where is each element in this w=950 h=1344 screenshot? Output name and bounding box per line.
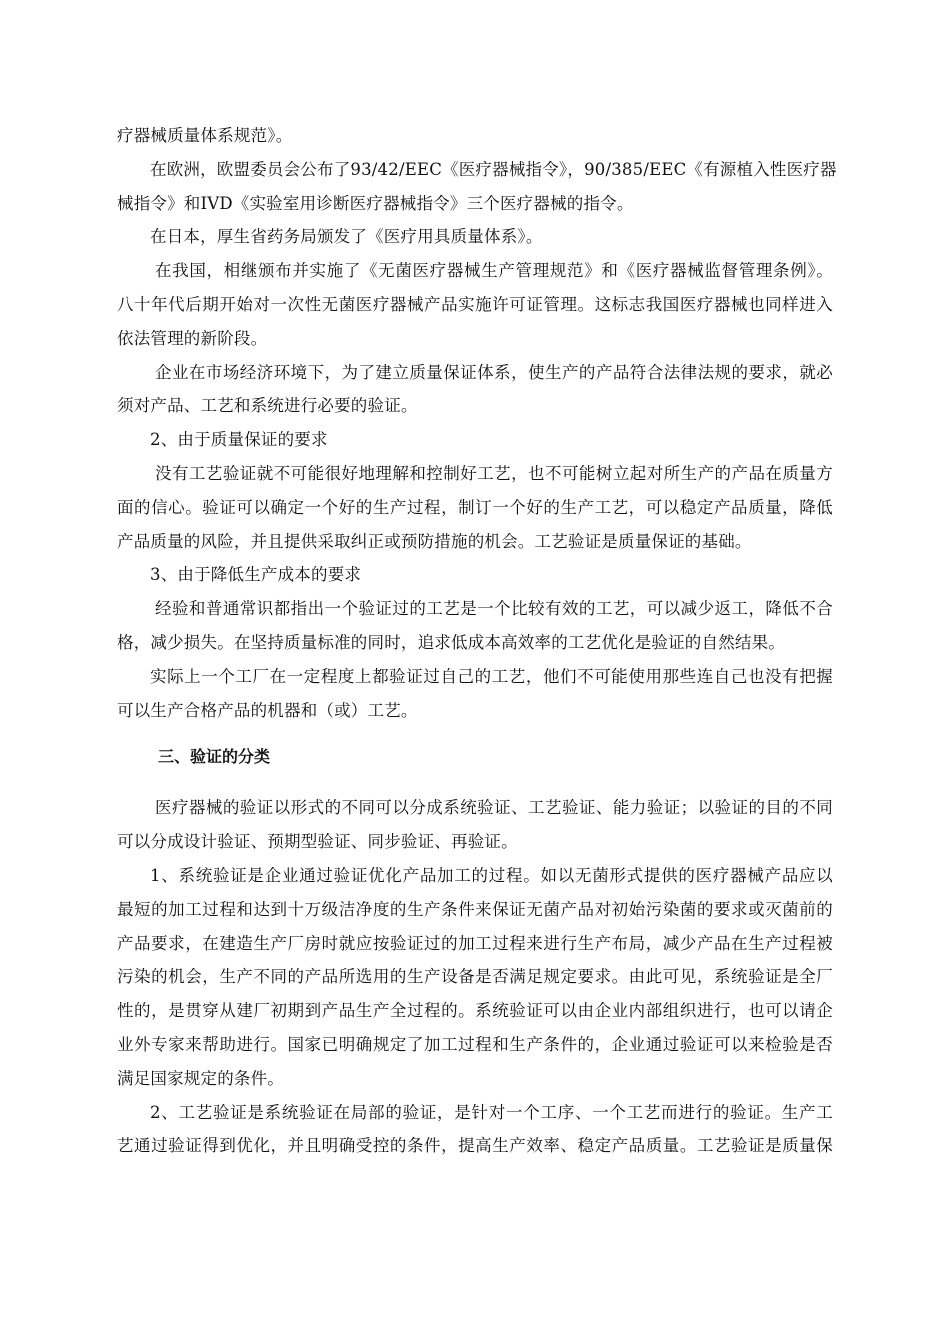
text-line: 没有工艺验证就不可能很好地理解和控制好工艺，也不可能树立起对所生产的产品在质量方 xyxy=(155,463,833,483)
paragraph xyxy=(117,1096,833,1164)
paragraph xyxy=(117,119,833,153)
paragraph xyxy=(117,220,833,254)
paragraph xyxy=(117,254,833,355)
text-line: 满足国家规定的条件。 xyxy=(117,1068,284,1088)
text-line: 械指令》和IVD《实验室用诊断医疗器械指令》三个医疗器械的指令。 xyxy=(117,193,634,213)
text-line: 企业在市场经济环境下，为了建立质量保证体系，使生产的产品符合法律法规的要求，就必 xyxy=(155,362,833,382)
text-line: 2、工艺验证是系统验证在局部的验证，是针对一个工序、一个工艺而进行的验证。生产工 xyxy=(150,1102,833,1122)
text-line: 产品质量的风险，并且提供采取纠正或预防措施的机会。工艺验证是质量保证的基础。 xyxy=(117,531,752,551)
text-line: 产品要求，在建造生产厂房时就应按验证过的加工过程来进行生产布局，减少产品在生产过程被 xyxy=(117,933,833,953)
text-line: 八十年代后期开始对一次性无菌医疗器械产品实施许可证管理。这标志我国医疗器械也同样进入 xyxy=(117,294,833,314)
text-line: 在日本，厚生省药务局颁发了《医疗用具质量体系》。 xyxy=(150,227,543,247)
section-heading: 三、验证的分类 xyxy=(158,747,271,767)
paragraph xyxy=(117,859,833,1096)
text-line: 3、由于降低生产成本的要求 xyxy=(150,565,362,585)
text-line: 医疗器械的验证以形式的不同可以分成系统验证、工艺验证、能力验证；以验证的目的不同 xyxy=(155,798,833,818)
text-line: 疗器械质量体系规范》。 xyxy=(117,126,293,145)
text-line: 面的信心。验证可以确定一个好的生产过程，制订一个好的生产工艺，可以稳定产品质量，降低 xyxy=(117,497,833,517)
paragraph xyxy=(117,356,833,424)
paragraph xyxy=(117,592,833,660)
text-line: 在我国，相继颁布并实施了《无菌医疗器械生产管理规范》和《医疗器械监督管理条例》。 xyxy=(155,261,833,281)
paragraph xyxy=(117,660,833,728)
paragraph xyxy=(117,423,833,457)
text-line: 性的，是贯穿从建厂初期到产品生产全过程的。系统验证可以由企业内部组织进行，也可以请企 xyxy=(117,1001,833,1021)
text-line: 依法管理的新阶段。 xyxy=(117,328,268,348)
text-line: 可以生产合格产品的机器和（或）工艺。 xyxy=(117,700,418,720)
text-line: 业外专家来帮助进行。国家已明确规定了加工过程和生产条件的，企业通过验证可以来检验是否 xyxy=(117,1034,833,1054)
text-line: 最短的加工过程和达到十万级洁净度的生产条件来保证无菌产品对初始污染菌的要求或灭菌前的 xyxy=(117,899,833,919)
text-line: 实际上一个工厂在一定程度上都验证过自己的工艺，他们不可能使用那些连自己也没有把握 xyxy=(150,666,833,686)
text-line: 经验和普通常识都指出一个验证过的工艺是一个比较有效的工艺，可以减少返工，降低不合 xyxy=(155,599,833,619)
text-line: 艺通过验证得到优化，并且明确受控的条件，提高生产效率、稳定产品质量。工艺验证是质量保 xyxy=(117,1136,833,1156)
text-line: 在欧洲，欧盟委员会公布了93/42/EEC《医疗器械指令》，90/385/EEC《有源植入性医疗器 xyxy=(150,159,837,179)
text-line: 2、由于质量保证的要求 xyxy=(150,430,328,450)
paragraph xyxy=(117,153,837,221)
text-line: 污染的机会，生产不同的产品所选用的生产设备是否满足规定要求。由此可见，系统验证是全厂 xyxy=(117,967,833,987)
text-line: 1、系统验证是企业通过验证优化产品加工的过程。如以无菌形式提供的医疗器械产品应以 xyxy=(150,865,833,885)
text-line: 格，减少损失。在坚持质量标准的同时，追求低成本高效率的工艺优化是验证的自然结果。 xyxy=(117,632,785,652)
text-line: 可以分成设计验证、预期型验证、同步验证、再验证。 xyxy=(117,832,518,852)
paragraph xyxy=(117,457,833,558)
paragraph xyxy=(117,791,833,859)
paragraph xyxy=(117,558,833,592)
document-page xyxy=(117,119,837,1163)
text-line: 须对产品、工艺和系统进行必要的验证。 xyxy=(117,396,418,416)
